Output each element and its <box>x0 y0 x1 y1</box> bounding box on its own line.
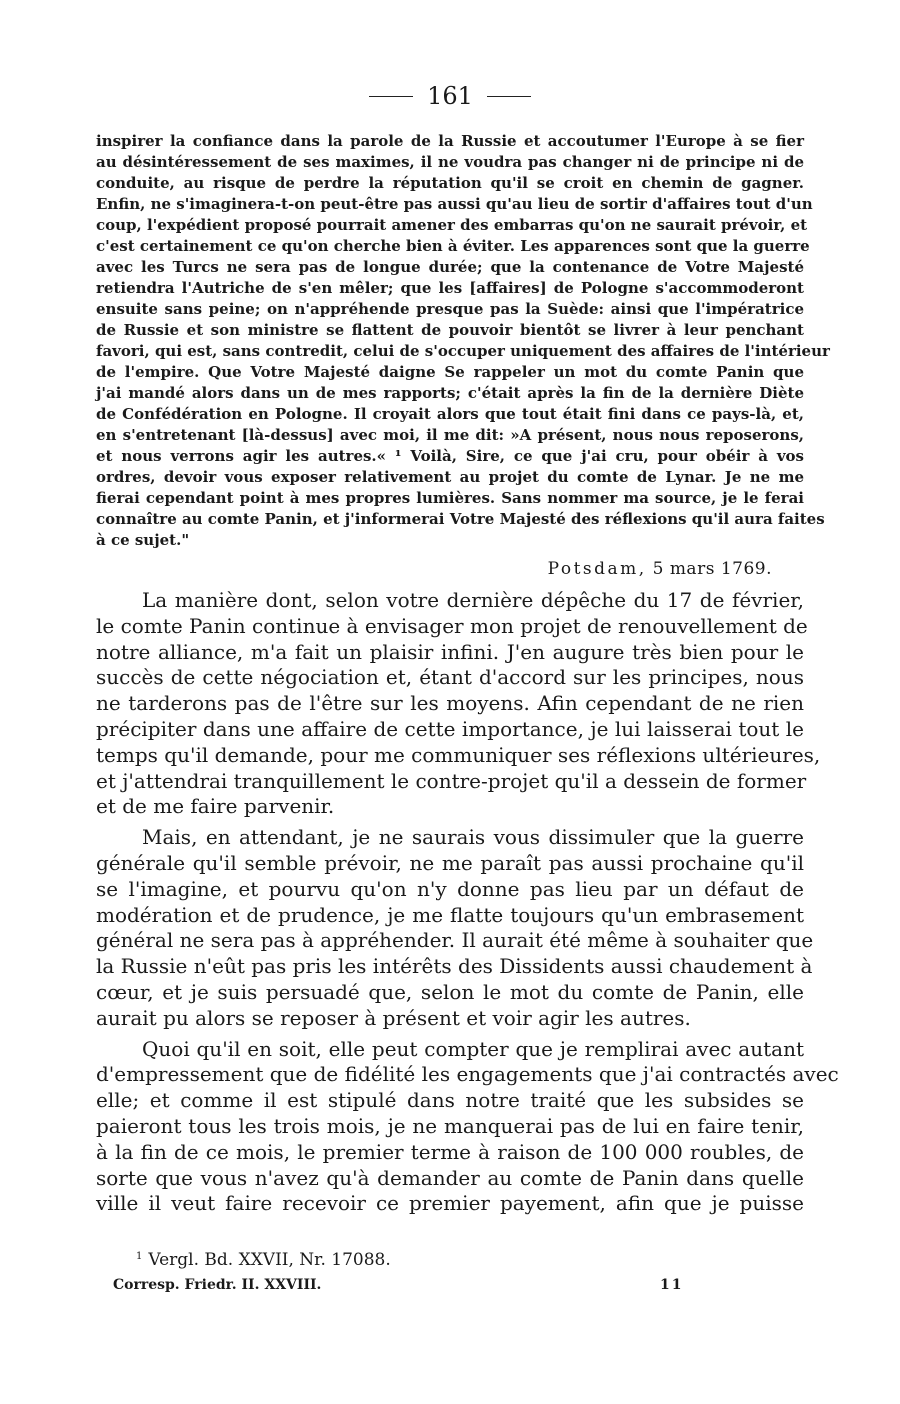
text-line: la Russie n'eût pas pris les intérêts des Dissidents aussi chaudement à <box>96 954 813 979</box>
letter-line: ordres, devoir vous exposer relativement au projet du comte de Lynar. Je ne me <box>96 468 804 486</box>
header-rule-right <box>487 96 531 97</box>
text-line: modération et de prudence, je me flatte toujours qu'un embrasement <box>96 902 804 927</box>
footnote-marker: 1 <box>136 1251 143 1262</box>
signature-mark: 11 <box>660 1277 684 1293</box>
footnote-text: Vergl. Bd. XXVII, Nr. 17088. <box>148 1250 391 1270</box>
letter-line: de Confédération en Pologne. Il croyait alors que tout était fini dans ce pays-là, et, <box>96 405 804 423</box>
text-line: cœur, et je suis persuadé que, selon le mot du comte de Panin, elle <box>96 979 804 1004</box>
letter-line: fierai cependant point à mes propres lumières. Sans nommer ma source, je le ferai <box>96 489 804 507</box>
page-number: 161 <box>427 82 473 110</box>
letter-line: coup, l'expédient proposé pourrait amener des embarras qu'on ne saurait prévoir, et <box>96 216 808 234</box>
header-rule-left <box>369 96 413 97</box>
text-line: précipiter dans une affaire de cette importance, je lui laisserai tout le <box>96 716 804 741</box>
text-line: succès de cette négociation et, étant d'accord sur les principes, nous <box>96 665 804 690</box>
letter-line: favori, qui est, sans contredit, celui de s'occuper uniquement des affaires de l'intérieur <box>96 342 830 360</box>
quoted-letter <box>96 131 830 551</box>
footnote <box>136 1250 391 1270</box>
letter-line: de Russie et son ministre se flattent de pouvoir bientôt se livrer à leur penchant <box>96 321 804 339</box>
text-line: se l'imagine, et pourvu qu'on n'y donne pas lieu par un défaut de <box>96 876 804 901</box>
text-line: La manière dont, selon votre dernière dépêche du 17 de février, <box>142 588 804 612</box>
text-line: général ne sera pas à appréhender. Il aurait été même à souhaiter que <box>96 928 814 953</box>
text-line: Quoi qu'il en soit, elle peut compter que je remplirai avec autant <box>142 1036 804 1061</box>
text-line: d'empressement que de fidélité les engagements que j'ai contractés avec <box>96 1062 839 1087</box>
dateline <box>548 559 772 579</box>
text-line: paieront tous les trois mois, je ne manquerai pas de lui en faire tenir, <box>96 1113 804 1138</box>
letter-line: à ce sujet." <box>96 531 190 549</box>
paragraph <box>96 588 821 820</box>
text-line: Mais, en attendant, je ne saurais vous dissimuler que la guerre <box>142 825 804 850</box>
paragraph <box>96 1036 839 1218</box>
text-line: sorte que vous n'avez qu'à demander au comte de Panin dans quelle <box>96 1165 804 1190</box>
page-header <box>0 82 900 110</box>
letter-line: Enfin, ne s'imaginera-t-on peut-être pas aussi qu'au lieu de sortir d'affaires tout d'un <box>96 195 813 213</box>
text-line: le comte Panin continue à envisager mon projet de renouvellement de <box>96 613 808 638</box>
text-line: et de me faire parvenir. <box>96 794 335 819</box>
text-line: ville il veut faire recevoir ce premier payement, afin que je puisse <box>96 1191 804 1216</box>
letter-line: de l'empire. Que Votre Majesté daigne Se rappeler un mot du comte Panin que <box>96 363 804 381</box>
text-line: aurait pu alors se reposer à présent et voir agir les autres. <box>96 1005 691 1030</box>
signature-line: Corresp. Friedr. II. XXVIII. <box>113 1277 322 1293</box>
text-line: elle; et comme il est stipulé dans notre traité que les subsides se <box>96 1088 804 1113</box>
text-line: ne tarderons pas de l'être sur les moyens. Afin cependant de ne rien <box>96 691 804 716</box>
letter-line: j'ai mandé alors dans un de mes rapports; c'était après la fin de la dernière Diète <box>96 384 804 402</box>
letter-line: en s'entretenant [là-dessus] avec moi, il me dit: »A présent, nous nous reposerons, <box>96 426 804 444</box>
text-line: générale qu'il semble prévoir, ne me paraît pas aussi prochaine qu'il <box>96 850 804 875</box>
letter-line: et nous verrons agir les autres.« ¹ Voilà, Sire, ce que j'ai cru, pour obéir à vos <box>96 447 804 465</box>
text-line: temps qu'il demande, pour me communiquer ses réflexions ultérieures, <box>96 742 821 767</box>
dateline-place: Potsdam, <box>547 559 647 579</box>
letter-line: au désintéressement de ses maximes, il ne voudra pas changer ni de principe ni de <box>96 153 804 171</box>
text-line: notre alliance, m'a fait un plaisir infini. J'en augure très bien pour le <box>96 639 804 664</box>
letter-line: retiendra l'Autriche de s'en mêler; que les [affaires] de Pologne s'accommoderont <box>96 279 804 297</box>
dateline-date: 5 mars 1769. <box>652 559 772 579</box>
text-line: et j'attendrai tranquillement le contre-projet qu'il a dessein de former <box>96 768 807 793</box>
letter-line: connaître au comte Panin, et j'informerai Votre Majesté des réflexions qu'il aura faites <box>96 510 825 528</box>
text-line: à la fin de ce mois, le premier terme à raison de 100 000 roubles, de <box>96 1139 804 1164</box>
letter-line: avec les Turcs ne sera pas de longue durée; que la contenance de Votre Majesté <box>96 258 804 276</box>
letter-line: inspirer la confiance dans la parole de la Russie et accoutumer l'Europe à se fier <box>96 132 804 150</box>
paragraph <box>96 825 814 1031</box>
letter-line: conduite, au risque de perdre la réputation qu'il se croit en chemin de gagner. <box>96 174 804 192</box>
letter-line: c'est certainement ce qu'on cherche bien à éviter. Les apparences sont que la guerre <box>96 237 810 255</box>
main-text <box>96 588 839 1222</box>
letter-line: ensuite sans peine; on n'appréhende presque pas la Suède: ainsi que l'impératrice <box>96 300 804 318</box>
